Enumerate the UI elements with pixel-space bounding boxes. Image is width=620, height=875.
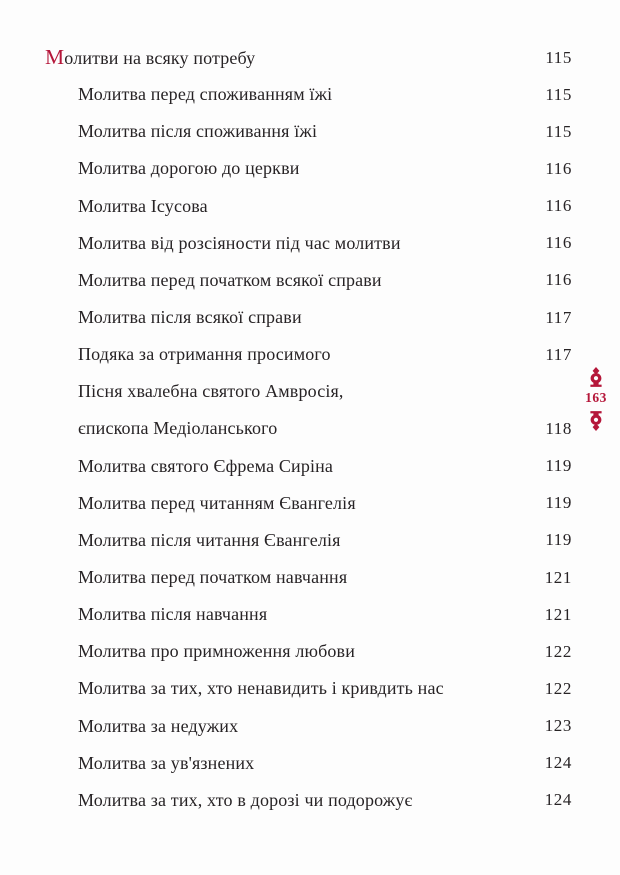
toc-entry-row bbox=[45, 113, 572, 150]
toc-entry-label: Молитва після читання Євангелія bbox=[78, 529, 341, 550]
toc-entry-row bbox=[45, 448, 572, 485]
toc-entry-pagenum: 115 bbox=[545, 84, 572, 104]
folio-number: 163 bbox=[585, 390, 607, 405]
toc-entry-pagenum: 123 bbox=[544, 716, 572, 736]
toc-entry-pagenum: 122 bbox=[544, 641, 572, 661]
toc-entry-row bbox=[45, 336, 572, 373]
toc-entry-pagenum: 116 bbox=[545, 233, 572, 253]
toc-entry-pagenum: 117 bbox=[545, 344, 572, 364]
toc-entry-label: Молитва святого Єфрема Сиріна bbox=[78, 455, 334, 476]
folio-ornament-top-icon bbox=[588, 367, 604, 389]
toc-entry-row bbox=[45, 559, 572, 596]
toc-heading-row bbox=[45, 39, 572, 76]
toc-entry-pagenum: 124 bbox=[544, 753, 572, 773]
toc-entry-label: єпископа Медіоланського bbox=[78, 418, 278, 439]
toc-entry-label: Молитва за тих, хто ненавидить і кривдить нас bbox=[78, 678, 444, 699]
toc-entry-pagenum: 116 bbox=[545, 158, 572, 178]
toc-entry-label: Молитва після всякої справи bbox=[78, 307, 302, 328]
toc-entry-row bbox=[45, 299, 572, 336]
toc-entry-label: Молитва перед читанням Євангелія bbox=[78, 492, 356, 513]
toc-heading-pagenum: 115 bbox=[545, 47, 572, 67]
toc-entry-row bbox=[45, 262, 572, 299]
toc-entry-row bbox=[45, 225, 572, 262]
toc-entry-pagenum: 122 bbox=[544, 678, 572, 698]
toc-entry-pagenum: 115 bbox=[545, 121, 572, 141]
toc-entry-label: Подяка за отримання просимого bbox=[78, 344, 331, 365]
toc-entry-label: Молитва після споживання їжі bbox=[78, 121, 318, 142]
toc-entry-row bbox=[45, 708, 572, 745]
toc-entry-row bbox=[45, 150, 572, 187]
toc-heading-text: олитви на всяку потребу bbox=[64, 47, 256, 68]
toc-entry-list bbox=[45, 76, 572, 819]
toc-entry-row bbox=[45, 782, 572, 819]
toc-entry-row bbox=[45, 188, 572, 225]
toc-entry-row bbox=[45, 670, 572, 707]
toc-entry-row bbox=[45, 633, 572, 670]
toc-entry-row bbox=[45, 373, 572, 410]
toc-entry-pagenum: 119 bbox=[545, 456, 572, 476]
toc-entry-pagenum: 116 bbox=[545, 196, 572, 216]
toc-entry-pagenum: 117 bbox=[545, 307, 572, 327]
table-of-contents bbox=[45, 39, 572, 819]
toc-entry-label: Пісня хвалебна святого Амвросія, bbox=[78, 381, 344, 402]
toc-entry-row bbox=[45, 745, 572, 782]
toc-entry-label: Молитва перед початком всякої справи bbox=[78, 269, 382, 290]
toc-entry-label: Молитва перед споживанням їжі bbox=[78, 84, 333, 105]
toc-entry-pagenum: 119 bbox=[545, 530, 572, 550]
toc-entry-pagenum: 119 bbox=[545, 493, 572, 513]
toc-entry-row bbox=[45, 76, 572, 113]
toc-entry-pagenum: 116 bbox=[545, 270, 572, 290]
toc-entry-row bbox=[45, 410, 572, 447]
toc-entry-pagenum: 118 bbox=[545, 418, 572, 438]
folio-ornament-bottom-icon bbox=[588, 408, 604, 432]
toc-heading-initial: М bbox=[45, 44, 65, 69]
margin-folio bbox=[581, 367, 611, 432]
toc-entry-row bbox=[45, 522, 572, 559]
toc-entry-row bbox=[45, 596, 572, 633]
toc-entry-label: Молитва за тих, хто в дорозі чи подорожує bbox=[78, 789, 413, 810]
toc-entry-label: Молитва за недужих bbox=[78, 715, 239, 736]
toc-entry-label: Молитва за ув'язнених bbox=[78, 752, 255, 773]
toc-entry-row bbox=[45, 485, 572, 522]
toc-entry-label: Молитва дорогою до церкви bbox=[78, 158, 300, 179]
toc-entry-pagenum: 121 bbox=[544, 567, 572, 587]
toc-entry-pagenum: 121 bbox=[544, 604, 572, 624]
toc-entry-label: Молитва перед початком навчання bbox=[78, 567, 348, 588]
toc-entry-label: Молитва після навчання bbox=[78, 604, 268, 625]
toc-entry-label: Молитва від розсіяности під час молитви bbox=[78, 232, 401, 253]
toc-heading-label bbox=[45, 44, 256, 69]
toc-entry-label: Молитва про примноження любови bbox=[78, 641, 355, 662]
toc-entry-pagenum: 124 bbox=[544, 790, 572, 810]
toc-entry-label: Молитва Ісусова bbox=[78, 195, 208, 216]
